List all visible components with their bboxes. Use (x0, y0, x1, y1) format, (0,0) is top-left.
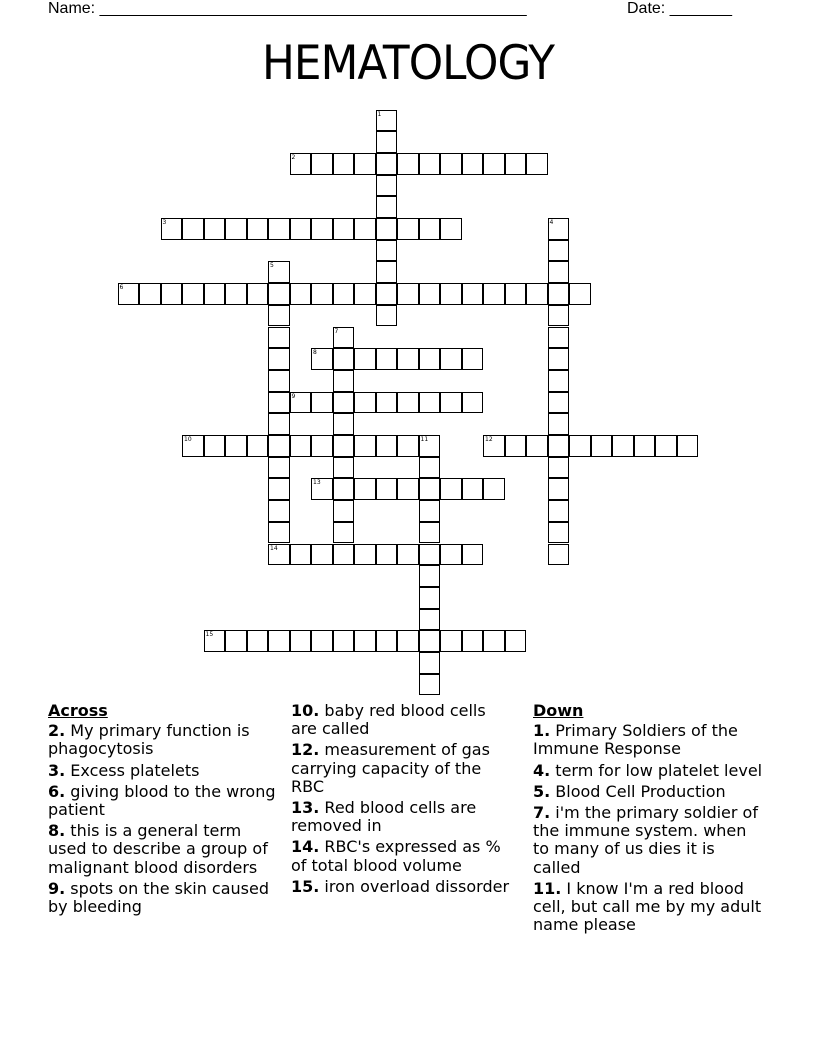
down-clue (533, 804, 763, 877)
crossword-cell[interactable] (139, 283, 161, 305)
crossword-cell[interactable] (462, 478, 484, 500)
crossword-cell[interactable] (354, 478, 376, 500)
crossword-cell[interactable] (311, 478, 333, 500)
crossword-cell[interactable] (440, 544, 462, 566)
name-field-label: Name: ________________________________________________ (48, 0, 527, 17)
down-clue-text: Blood Cell Production (550, 781, 726, 801)
crossword-cell[interactable] (419, 609, 441, 631)
crossword-cell[interactable] (462, 348, 484, 370)
crossword-cell[interactable] (311, 435, 333, 457)
date-field-label: Date: _______ (627, 0, 732, 17)
crossword-cell[interactable] (526, 283, 548, 305)
across-clue (291, 799, 511, 835)
crossword-cell[interactable] (290, 544, 312, 566)
crossword-cell[interactable] (290, 630, 312, 652)
across-clue-text: Excess platelets (65, 760, 200, 780)
across-clue-text: giving blood to the wrong patient (48, 781, 276, 820)
crossword-cell[interactable] (526, 435, 548, 457)
crossword-cell[interactable] (376, 196, 398, 218)
crossword-cell[interactable] (548, 478, 570, 500)
crossword-cell[interactable] (161, 218, 183, 240)
across-clue-number: 13. (291, 798, 320, 818)
crossword-cell[interactable] (268, 348, 290, 370)
crossword-cell[interactable] (376, 240, 398, 262)
crossword-cell[interactable] (419, 674, 441, 696)
crossword-cell[interactable] (483, 283, 505, 305)
down-clue-number: 4. (533, 760, 551, 780)
crossword-cell[interactable] (419, 153, 441, 175)
clue-number-1: 1 (377, 110, 382, 118)
crossword-cell[interactable] (290, 218, 312, 240)
across-clue-text: baby red blood cells are called (291, 701, 486, 739)
crossword-cell[interactable] (333, 392, 355, 414)
crossword-cell[interactable] (354, 153, 376, 175)
crossword-cell[interactable] (376, 283, 398, 305)
crossword-cell[interactable] (268, 370, 290, 392)
crossword-cell[interactable] (376, 218, 398, 240)
down-heading: Down (533, 701, 584, 720)
crossword-cell[interactable] (161, 283, 183, 305)
across-clue-text: this is a general term used to describe a group of malignant blood disorders (48, 821, 268, 877)
crossword-cell[interactable] (397, 544, 419, 566)
across-clue-text: measurement of gas carrying capacity of the RBC (291, 740, 490, 796)
down-clues-column (533, 702, 763, 937)
crossword-cell[interactable] (548, 435, 570, 457)
crossword-cell[interactable] (333, 327, 355, 349)
crossword-cell[interactable] (333, 283, 355, 305)
clue-number-6: 6 (119, 284, 124, 292)
crossword-cell[interactable] (268, 392, 290, 414)
crossword-cell[interactable] (440, 392, 462, 414)
crossword-cell[interactable] (311, 630, 333, 652)
crossword-cell[interactable] (376, 544, 398, 566)
crossword-cell[interactable] (376, 261, 398, 283)
across-clue-number: 9. (48, 878, 66, 898)
crossword-cell[interactable] (419, 587, 441, 609)
crossword-cell[interactable] (419, 630, 441, 652)
crossword-cell[interactable] (247, 218, 269, 240)
crossword-cell[interactable] (612, 435, 634, 457)
crossword-cell[interactable] (290, 153, 312, 175)
down-clue-number: 11. (533, 878, 562, 898)
crossword-cell[interactable] (397, 478, 419, 500)
crossword-cell[interactable] (397, 153, 419, 175)
crossword-cell[interactable] (376, 305, 398, 327)
crossword-cell[interactable] (505, 435, 527, 457)
crossword-cell[interactable] (419, 522, 441, 544)
crossword-cell[interactable] (419, 565, 441, 587)
crossword-cell[interactable] (354, 283, 376, 305)
crossword-cell[interactable] (333, 500, 355, 522)
crossword-cell[interactable] (548, 218, 570, 240)
crossword-cell[interactable] (462, 392, 484, 414)
down-clue-text: Primary Soldiers of the Immune Response (533, 721, 738, 759)
across-clues-column-2 (291, 702, 511, 899)
crossword-cell[interactable] (268, 327, 290, 349)
crossword-cell[interactable] (397, 630, 419, 652)
crossword-cell[interactable] (354, 435, 376, 457)
crossword-cell[interactable] (483, 153, 505, 175)
crossword-cell[interactable] (440, 348, 462, 370)
crossword-cell[interactable] (419, 544, 441, 566)
crossword-cell[interactable] (268, 630, 290, 652)
down-clue-number: 5. (533, 781, 551, 801)
crossword-cell[interactable] (548, 261, 570, 283)
crossword-cell[interactable] (354, 218, 376, 240)
crossword-cell[interactable] (462, 283, 484, 305)
crossword-cell[interactable] (290, 435, 312, 457)
crossword-cell[interactable] (376, 175, 398, 197)
crossword-cell[interactable] (354, 348, 376, 370)
crossword-cell[interactable] (311, 153, 333, 175)
crossword-cell[interactable] (419, 652, 441, 674)
across-clue-number: 2. (48, 721, 66, 741)
crossword-cell[interactable] (440, 153, 462, 175)
crossword-cell[interactable] (290, 392, 312, 414)
crossword-cell[interactable] (268, 457, 290, 479)
crossword-cell[interactable] (204, 283, 226, 305)
clue-number-8: 8 (313, 349, 317, 357)
across-clue (291, 878, 511, 896)
crossword-cell[interactable] (634, 435, 656, 457)
crossword-cell[interactable] (548, 413, 570, 435)
across-heading: Across (48, 701, 108, 720)
crossword-cell[interactable] (268, 522, 290, 544)
crossword-cell[interactable] (548, 522, 570, 544)
across-clue-number: 10. (291, 701, 320, 720)
crossword-cell[interactable] (376, 435, 398, 457)
crossword-cell[interactable] (655, 435, 677, 457)
crossword-cell[interactable] (419, 457, 441, 479)
crossword-cell[interactable] (548, 544, 570, 566)
crossword-cell[interactable] (569, 283, 591, 305)
crossword-cell[interactable] (182, 283, 204, 305)
across-clues-column-1 (48, 702, 284, 919)
crossword-cell[interactable] (354, 544, 376, 566)
across-clue (291, 702, 511, 738)
clue-number-10: 10 (184, 436, 192, 443)
crossword-cell[interactable] (182, 218, 204, 240)
across-clue-text: RBC's expressed as % of total blood volume (291, 837, 501, 875)
crossword-cell[interactable] (311, 218, 333, 240)
crossword-cell[interactable] (225, 283, 247, 305)
crossword-cell[interactable] (333, 435, 355, 457)
crossword-cell[interactable] (397, 218, 419, 240)
crossword-cell[interactable] (204, 435, 226, 457)
crossword-cell[interactable] (333, 630, 355, 652)
crossword-cell[interactable] (268, 500, 290, 522)
crossword-cell[interactable] (462, 630, 484, 652)
crossword-cell[interactable] (419, 283, 441, 305)
down-clue (533, 783, 763, 801)
crossword-cell[interactable] (376, 131, 398, 153)
across-clue-number: 8. (48, 821, 66, 841)
crossword-cell[interactable] (225, 218, 247, 240)
crossword-cell[interactable] (548, 240, 570, 262)
crossword-cell[interactable] (247, 435, 269, 457)
page-title: HEMATOLOGY (261, 36, 555, 91)
across-clue-number: 6. (48, 781, 66, 801)
down-clue (533, 880, 763, 935)
crossword-cell[interactable] (397, 283, 419, 305)
crossword-cell[interactable] (333, 218, 355, 240)
crossword-cell[interactable] (268, 218, 290, 240)
down-clue-text: i'm the primary soldier of the immune system. when to many of us dies it is called (533, 803, 758, 877)
crossword-cell[interactable] (225, 435, 247, 457)
crossword-cell[interactable] (333, 522, 355, 544)
crossword-cell[interactable] (397, 348, 419, 370)
down-clue-number: 1. (533, 721, 551, 741)
crossword-cell[interactable] (333, 153, 355, 175)
crossword-cell[interactable] (376, 392, 398, 414)
crossword-cell[interactable] (419, 478, 441, 500)
crossword-cell[interactable] (397, 435, 419, 457)
crossword-cell[interactable] (419, 435, 441, 457)
crossword-cell[interactable] (354, 630, 376, 652)
clue-number-14: 14 (270, 544, 278, 552)
down-clue (533, 762, 763, 780)
crossword-cell[interactable] (505, 630, 527, 652)
crossword-cell[interactable] (440, 630, 462, 652)
crossword-cell[interactable] (548, 457, 570, 479)
crossword-cell[interactable] (225, 630, 247, 652)
crossword-cell[interactable] (505, 153, 527, 175)
clue-number-12: 12 (485, 436, 493, 443)
across-clue-text: My primary function is phagocytosis (48, 721, 250, 759)
crossword-cell[interactable] (440, 283, 462, 305)
crossword-cell[interactable] (419, 218, 441, 240)
crossword-cell[interactable] (333, 478, 355, 500)
down-clue-text: term for low platelet level (550, 760, 763, 780)
crossword-cell[interactable] (376, 110, 398, 132)
crossword-cell[interactable] (333, 544, 355, 566)
across-clue (48, 822, 284, 877)
across-clue-text: spots on the skin caused by bleeding (48, 878, 269, 917)
clue-number-7: 7 (334, 327, 339, 335)
across-clue-number: 15. (291, 876, 320, 896)
crossword-cell[interactable] (354, 392, 376, 414)
crossword-cell[interactable] (311, 392, 333, 414)
across-clue-text: iron overload dissorder (319, 876, 510, 896)
crossword-cell[interactable] (182, 435, 204, 457)
crossword-cell[interactable] (440, 478, 462, 500)
crossword-cell[interactable] (333, 370, 355, 392)
crossword-cell[interactable] (548, 305, 570, 327)
crossword-cell[interactable] (333, 348, 355, 370)
across-clue (48, 783, 284, 819)
down-clue-text: I know I'm a red blood cell, but call me by my adult name please (533, 878, 762, 935)
crossword-cell[interactable] (268, 261, 290, 283)
across-clue (48, 762, 284, 780)
across-clue (291, 741, 511, 796)
crossword-cell[interactable] (118, 283, 140, 305)
crossword-cell[interactable] (419, 392, 441, 414)
crossword-cell[interactable] (569, 435, 591, 457)
clue-number-11: 11 (420, 436, 429, 443)
crossword-cell[interactable] (247, 630, 269, 652)
clue-number-9: 9 (291, 392, 296, 400)
crossword-cell[interactable] (311, 544, 333, 566)
crossword-cell[interactable] (548, 370, 570, 392)
crossword-cell[interactable] (505, 283, 527, 305)
clue-number-5: 5 (270, 262, 274, 270)
crossword-cell[interactable] (419, 348, 441, 370)
crossword-cell[interactable] (548, 283, 570, 305)
crossword-cell[interactable] (462, 544, 484, 566)
crossword-cell[interactable] (376, 478, 398, 500)
crossword-cell[interactable] (483, 630, 505, 652)
crossword-cell[interactable] (268, 413, 290, 435)
clue-number-2: 2 (291, 153, 296, 161)
clue-number-13: 13 (313, 479, 321, 487)
crossword-cell[interactable] (440, 218, 462, 240)
across-clue (48, 880, 284, 916)
crossword-cell[interactable] (311, 283, 333, 305)
across-clue-number: 3. (48, 760, 66, 780)
crossword-cell[interactable] (311, 348, 333, 370)
across-clue (48, 722, 284, 758)
crossword-cell[interactable] (591, 435, 613, 457)
across-clue-text: Red blood cells are removed in (291, 798, 477, 836)
crossword-cell[interactable] (548, 327, 570, 349)
crossword-cell[interactable] (376, 630, 398, 652)
crossword-cell[interactable] (548, 392, 570, 414)
down-clue (533, 722, 763, 758)
crossword-cell[interactable] (376, 153, 398, 175)
crossword-cell[interactable] (268, 478, 290, 500)
crossword-cell[interactable] (204, 630, 226, 652)
crossword-cell[interactable] (268, 544, 290, 566)
crossword-cell[interactable] (204, 218, 226, 240)
across-clue-number: 14. (291, 837, 320, 857)
across-clue (291, 838, 511, 874)
crossword-cell[interactable] (268, 435, 290, 457)
crossword-cell[interactable] (526, 153, 548, 175)
clue-number-3: 3 (162, 219, 167, 226)
crossword-cell[interactable] (268, 283, 290, 305)
crossword-cell[interactable] (290, 283, 312, 305)
crossword-cell[interactable] (548, 500, 570, 522)
crossword-cell[interactable] (419, 500, 441, 522)
crossword-cell[interactable] (333, 413, 355, 435)
crossword-cell[interactable] (548, 348, 570, 370)
clue-number-4: 4 (549, 219, 554, 226)
crossword-cell[interactable] (483, 435, 505, 457)
crossword-cell[interactable] (268, 305, 290, 327)
crossword-cell[interactable] (397, 392, 419, 414)
crossword-cell[interactable] (376, 348, 398, 370)
crossword-cell[interactable] (333, 457, 355, 479)
clue-number-15: 15 (205, 631, 214, 639)
crossword-cell[interactable] (462, 153, 484, 175)
crossword-cell[interactable] (677, 435, 699, 457)
crossword-cell[interactable] (483, 478, 505, 500)
crossword-cell[interactable] (247, 283, 269, 305)
down-clue-number: 7. (533, 803, 551, 823)
across-clue-number: 12. (291, 740, 320, 760)
